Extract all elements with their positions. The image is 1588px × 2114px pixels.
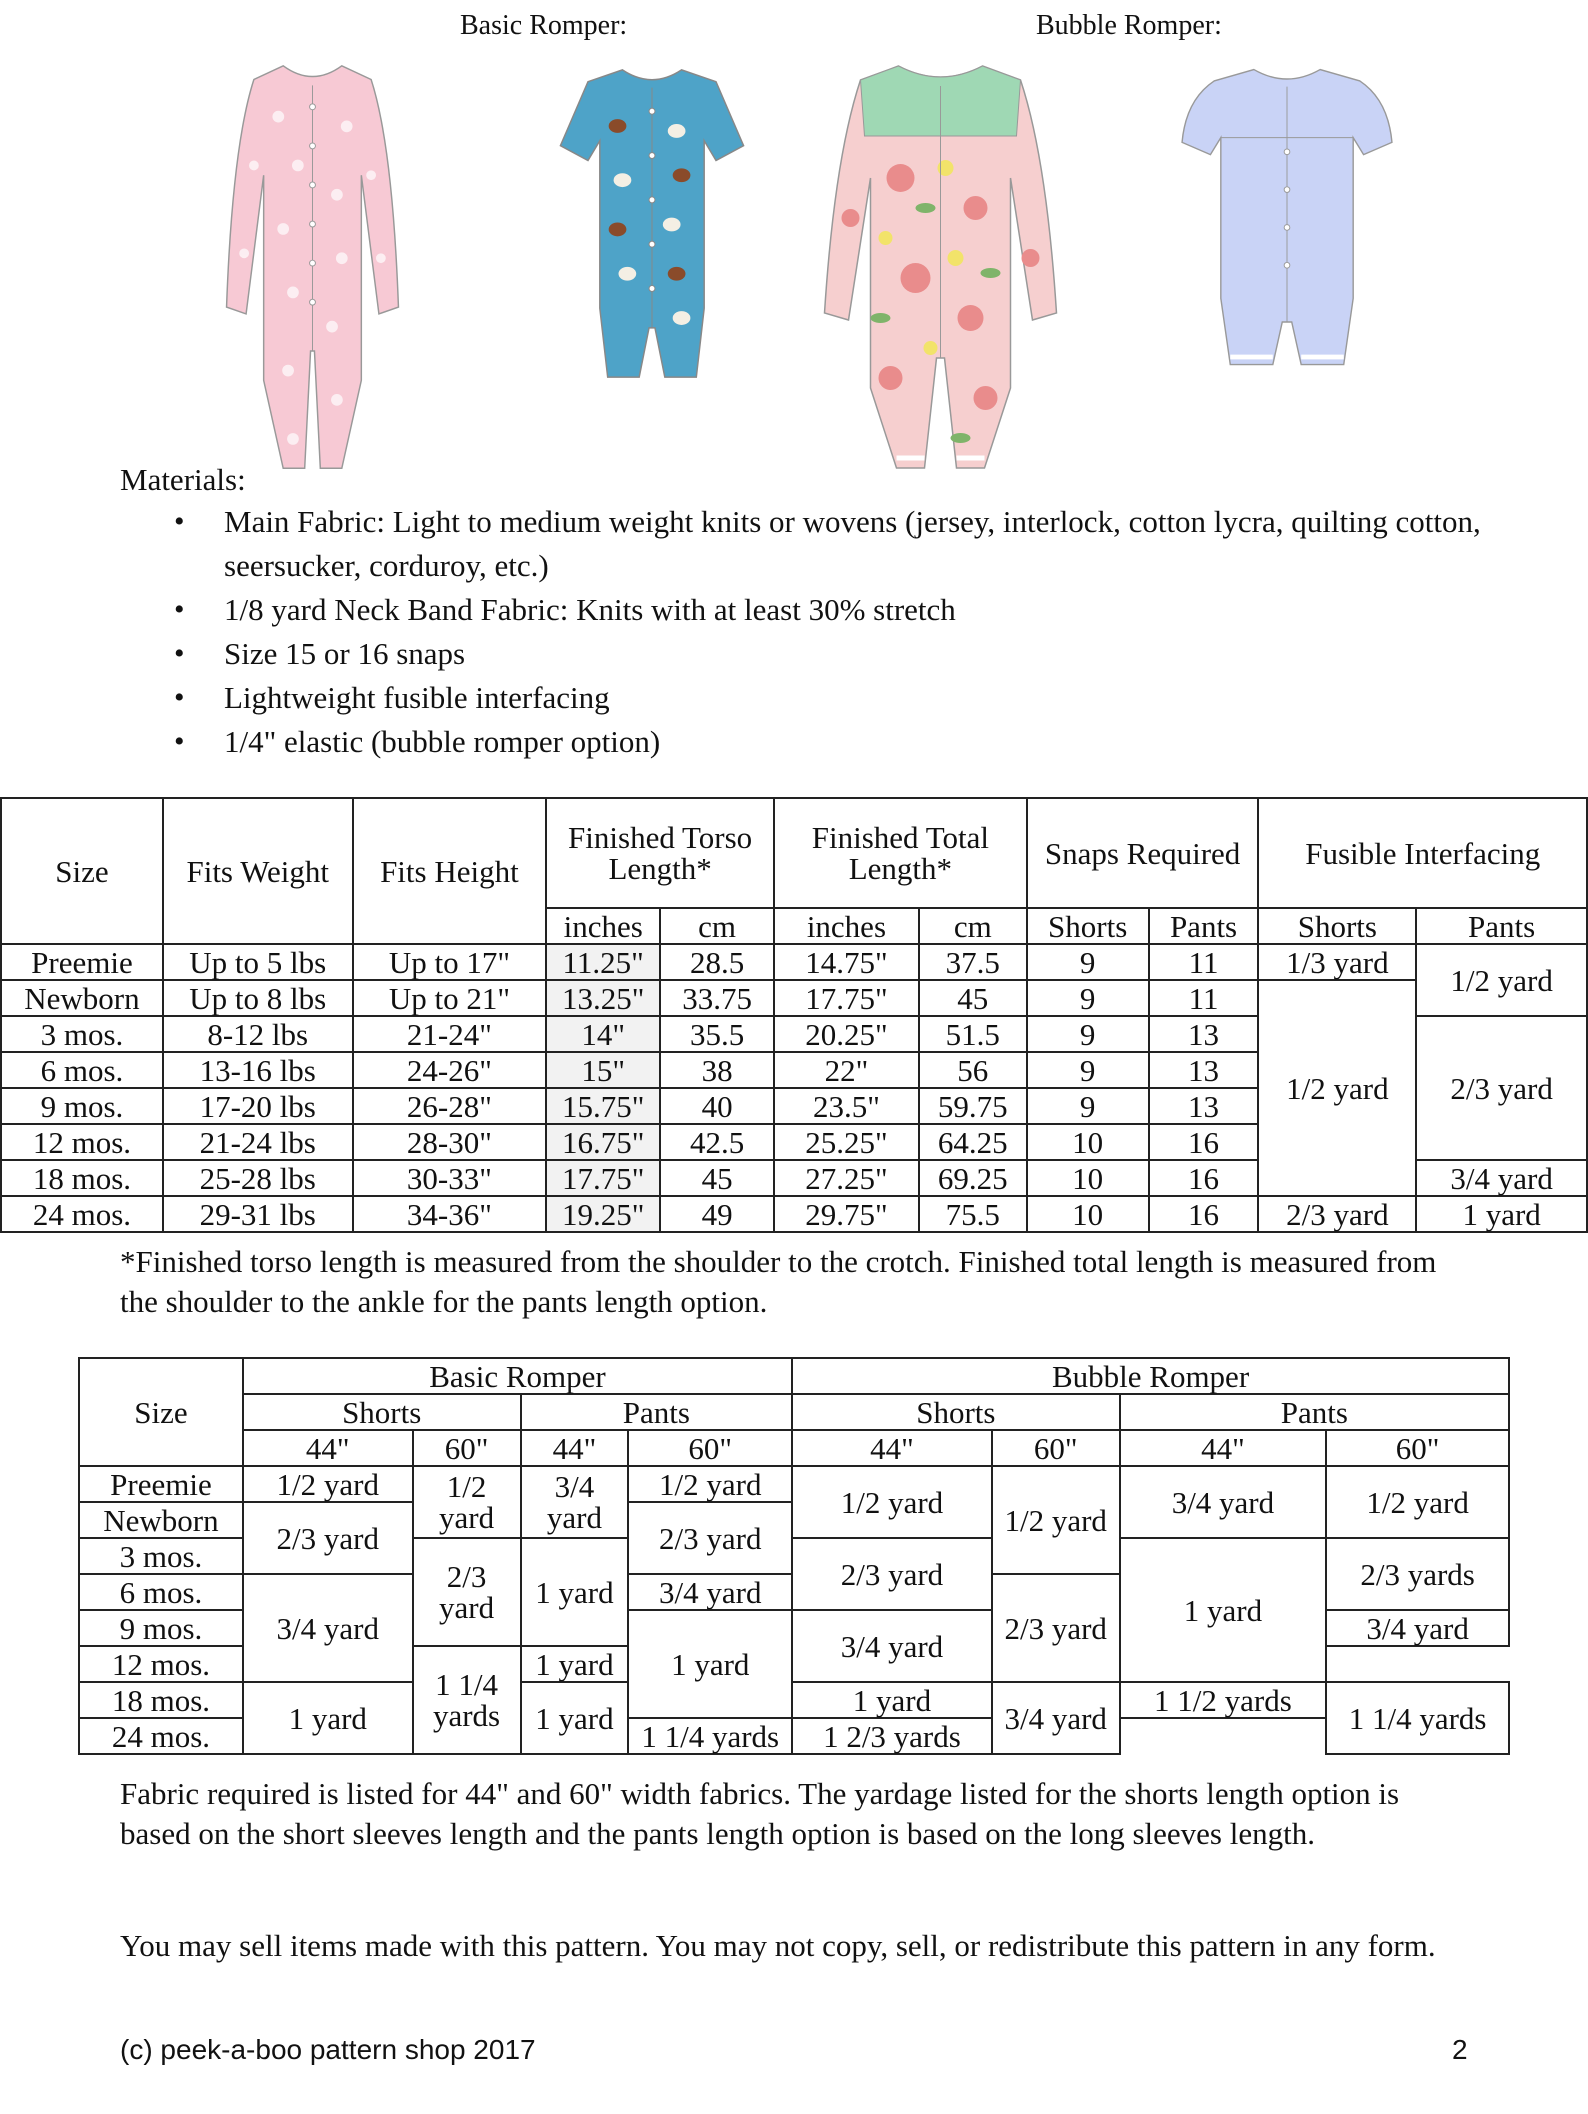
cell: 1 yard (1120, 1538, 1327, 1682)
cell: 16.75" (546, 1124, 660, 1160)
cell: 13 (1149, 1088, 1259, 1124)
table-row (79, 1682, 1509, 1718)
table-row (1, 980, 1587, 1016)
cell: 17.75" (774, 980, 919, 1016)
cell: 38 (660, 1052, 774, 1088)
cell: 18 mos. (79, 1682, 243, 1718)
header-60: 60" (992, 1430, 1120, 1466)
cell: 14" (546, 1016, 660, 1052)
header-pants: Pants (1120, 1394, 1509, 1430)
header-shorts: Shorts (1027, 908, 1149, 944)
cell: 1/2 yard (1326, 1466, 1509, 1538)
cell: 16 (1149, 1124, 1259, 1160)
cell: 26-28" (353, 1088, 547, 1124)
cell: 14.75" (774, 944, 919, 980)
cell: 1 1/4 yards (628, 1718, 792, 1754)
cell: 1 2/3 yards (792, 1718, 992, 1754)
cell: 2/3 yard (1258, 1196, 1416, 1232)
cell: 9 mos. (1, 1088, 163, 1124)
size-chart-table (0, 797, 1588, 1233)
cell: 1 1/2 yards (1120, 1682, 1327, 1718)
header-cm: cm (660, 908, 774, 944)
cell: 1/2 yard (628, 1466, 792, 1502)
materials-item: • 1/8 yard Neck Band Fabric: Knits with at least 30% stretch (224, 588, 1554, 632)
header-inches: inches (546, 908, 660, 944)
cell: 25-28 lbs (163, 1160, 353, 1196)
materials-item: • Size 15 or 16 snaps (224, 632, 1554, 676)
header-size: Size (79, 1358, 243, 1466)
blue-chicken-short-romper (558, 62, 746, 387)
cell: Preemie (79, 1466, 243, 1502)
cell: 1 yard (1416, 1196, 1587, 1232)
cell: Newborn (79, 1502, 243, 1538)
cell: 11 (1149, 944, 1259, 980)
page-number: 2 (1452, 2034, 1468, 2065)
header-torso: Finished Torso Length* (546, 798, 774, 908)
cell: 2/3 yard (992, 1574, 1120, 1682)
floral-bubble-long-romper (818, 58, 1063, 478)
header-shorts: Shorts (243, 1394, 521, 1430)
materials-item: • Main Fabric: Light to medium weight knits or wovens (jersey, interlock, cotton lycra, quilting cotton, seersucker, corduroy, etc.) (224, 500, 1554, 588)
cell: 1 yard (792, 1682, 992, 1718)
cell: 15" (546, 1052, 660, 1088)
cell: 1 1/4 yards (1326, 1682, 1509, 1754)
header-pants: Pants (1149, 908, 1259, 944)
table-row (1, 1196, 1587, 1232)
cell: 64.25 (919, 1124, 1027, 1160)
materials-item: • 1/4" elastic (bubble romper option) (224, 720, 1554, 764)
copyright-footer: (c) peek-a-boo pattern shop 2017 (120, 2034, 536, 2065)
cell: 33.75 (660, 980, 774, 1016)
lavender-bubble-short-romper (1172, 62, 1402, 374)
header-pants: Pants (1416, 908, 1587, 944)
cell: Up to 5 lbs (163, 944, 353, 980)
cell: 3/4 yard (1416, 1160, 1587, 1196)
cell: 15.75" (546, 1088, 660, 1124)
bubble-romper-title: Bubble Romper: (1036, 10, 1222, 41)
cell: 9 (1027, 1088, 1149, 1124)
cell: 9 (1027, 1016, 1149, 1052)
pink-polka-dot-long-romper (220, 58, 405, 478)
cell: Up to 17" (353, 944, 547, 980)
cell: 13 (1149, 1016, 1259, 1052)
cell: 40 (660, 1088, 774, 1124)
cell: 13-16 lbs (163, 1052, 353, 1088)
cell: 13.25" (546, 980, 660, 1016)
cell: 9 (1027, 944, 1149, 980)
header-shorts: Shorts (1258, 908, 1416, 944)
cell: 12 mos. (79, 1646, 243, 1682)
cell: 3/4 yard (992, 1682, 1120, 1754)
cell: 25.25" (774, 1124, 919, 1160)
cell: 8-12 lbs (163, 1016, 353, 1052)
cell: 59.75 (919, 1088, 1027, 1124)
cell: 10 (1027, 1160, 1149, 1196)
cell: 1/2 yard (992, 1466, 1120, 1574)
header-pants: Pants (521, 1394, 793, 1430)
cell: 11.25" (546, 944, 660, 980)
cell: Up to 21" (353, 980, 547, 1016)
cell: 1/3 yard (1258, 944, 1416, 980)
cell: 1/2 yard (1416, 944, 1587, 1016)
cell: 51.5 (919, 1016, 1027, 1052)
cell: 21-24" (353, 1016, 547, 1052)
cell: 3/4 yard (1120, 1466, 1327, 1538)
cell: 24-26" (353, 1052, 547, 1088)
cell: 3 mos. (1, 1016, 163, 1052)
cell: 22" (774, 1052, 919, 1088)
cell: 2/3 yard (413, 1538, 521, 1646)
header-fits-weight: Fits Weight (163, 798, 353, 944)
cell: 1 yard (628, 1610, 792, 1718)
cell: 20.25" (774, 1016, 919, 1052)
cell: 1/2 yard (792, 1466, 992, 1538)
cell: 2/3 yard (243, 1502, 413, 1574)
cell: 24 mos. (1, 1196, 163, 1232)
cell: 2/3 yards (1326, 1538, 1509, 1610)
size-table-note: *Finished torso length is measured from the shoulder to the crotch. Finished total length is measured from the shoulder to the ankle for the pants length option. (120, 1244, 1437, 1319)
cell: 9 (1027, 980, 1149, 1016)
license-text: You may sell items made with this pattern. You may not copy, sell, or redistribute this pattern in any form. (120, 1928, 1436, 1963)
header-60: 60" (1326, 1430, 1509, 1466)
cell: 45 (660, 1160, 774, 1196)
cell: 29-31 lbs (163, 1196, 353, 1232)
cell: 37.5 (919, 944, 1027, 980)
header-44: 44" (792, 1430, 992, 1466)
cell: 24 mos. (79, 1718, 243, 1754)
header-44: 44" (243, 1430, 413, 1466)
cell: 2/3 yard (1416, 1016, 1587, 1160)
table-row (1, 944, 1587, 980)
fabric-table-note: Fabric required is listed for 44" and 60" width fabrics. The yardage listed for the shorts length option is based on the short sleeves length and the pants length option is based on the long sleeves length. (120, 1776, 1400, 1851)
header-size: Size (1, 798, 163, 944)
header-60: 60" (413, 1430, 521, 1466)
cell: 30-33" (353, 1160, 547, 1196)
cell: Newborn (1, 980, 163, 1016)
cell: 16 (1149, 1196, 1259, 1232)
cell: 45 (919, 980, 1027, 1016)
cell: 1 yard (243, 1682, 413, 1754)
cell: 21-24 lbs (163, 1124, 353, 1160)
cell: 9 mos. (79, 1610, 243, 1646)
cell: 18 mos. (1, 1160, 163, 1196)
materials-list (120, 500, 1554, 764)
cell: 13 (1149, 1052, 1259, 1088)
cell: 42.5 (660, 1124, 774, 1160)
header-60: 60" (628, 1430, 792, 1466)
cell: 3/4 yard (628, 1574, 792, 1610)
cell: 56 (919, 1052, 1027, 1088)
table-row (79, 1466, 1509, 1502)
header-snaps: Snaps Required (1027, 798, 1259, 908)
cell: 3/4 yard (521, 1466, 629, 1538)
cell: 28-30" (353, 1124, 547, 1160)
cell: 1 yard (521, 1538, 629, 1646)
cell: 9 (1027, 1052, 1149, 1088)
cell: 1/2 yard (243, 1466, 413, 1502)
cell: 1/2 yard (1258, 980, 1416, 1196)
cell: 19.25" (546, 1196, 660, 1232)
basic-romper-title: Basic Romper: (460, 10, 628, 41)
cell: 2/3 yard (628, 1502, 792, 1574)
header-fusible: Fusible Interfacing (1258, 798, 1587, 908)
cell: 23.5" (774, 1088, 919, 1124)
cell: 3 mos. (79, 1538, 243, 1574)
cell: 12 mos. (1, 1124, 163, 1160)
cell: Up to 8 lbs (163, 980, 353, 1016)
cell: 10 (1027, 1124, 1149, 1160)
header-inches: inches (774, 908, 919, 944)
cell: 1 yard (521, 1646, 629, 1682)
header-total: Finished Total Length* (774, 798, 1027, 908)
cell: 75.5 (919, 1196, 1027, 1232)
cell: 29.75" (774, 1196, 919, 1232)
cell: 17-20 lbs (163, 1088, 353, 1124)
cell: Preemie (1, 944, 163, 980)
cell: 3/4 yard (243, 1574, 413, 1682)
header-cm: cm (919, 908, 1027, 944)
cell: 11 (1149, 980, 1259, 1016)
cell: 17.75" (546, 1160, 660, 1196)
cell: 1/2 yard (413, 1466, 521, 1538)
header-bubble-romper: Bubble Romper (792, 1358, 1509, 1394)
cell: 28.5 (660, 944, 774, 980)
fabric-requirements-table (78, 1357, 1510, 1755)
cell: 6 mos. (79, 1574, 243, 1610)
cell: 3/4 yard (792, 1610, 992, 1682)
cell: 35.5 (660, 1016, 774, 1052)
cell: 49 (660, 1196, 774, 1232)
header-fits-height: Fits Height (353, 798, 547, 944)
header-shorts: Shorts (792, 1394, 1119, 1430)
materials-heading: Materials: (120, 462, 246, 497)
cell: 27.25" (774, 1160, 919, 1196)
header-basic-romper: Basic Romper (243, 1358, 792, 1394)
cell: 1 yard (521, 1682, 629, 1754)
cell: 3/4 yard (1326, 1610, 1509, 1646)
header-44: 44" (1120, 1430, 1327, 1466)
materials-item: • Lightweight fusible interfacing (224, 676, 1554, 720)
cell: 2/3 yard (792, 1538, 992, 1610)
cell: 69.25 (919, 1160, 1027, 1196)
cell: 16 (1149, 1160, 1259, 1196)
cell: 1 1/4 yards (413, 1646, 521, 1754)
cell: 34-36" (353, 1196, 547, 1232)
header-44: 44" (521, 1430, 629, 1466)
cell: 6 mos. (1, 1052, 163, 1088)
cell: 10 (1027, 1196, 1149, 1232)
